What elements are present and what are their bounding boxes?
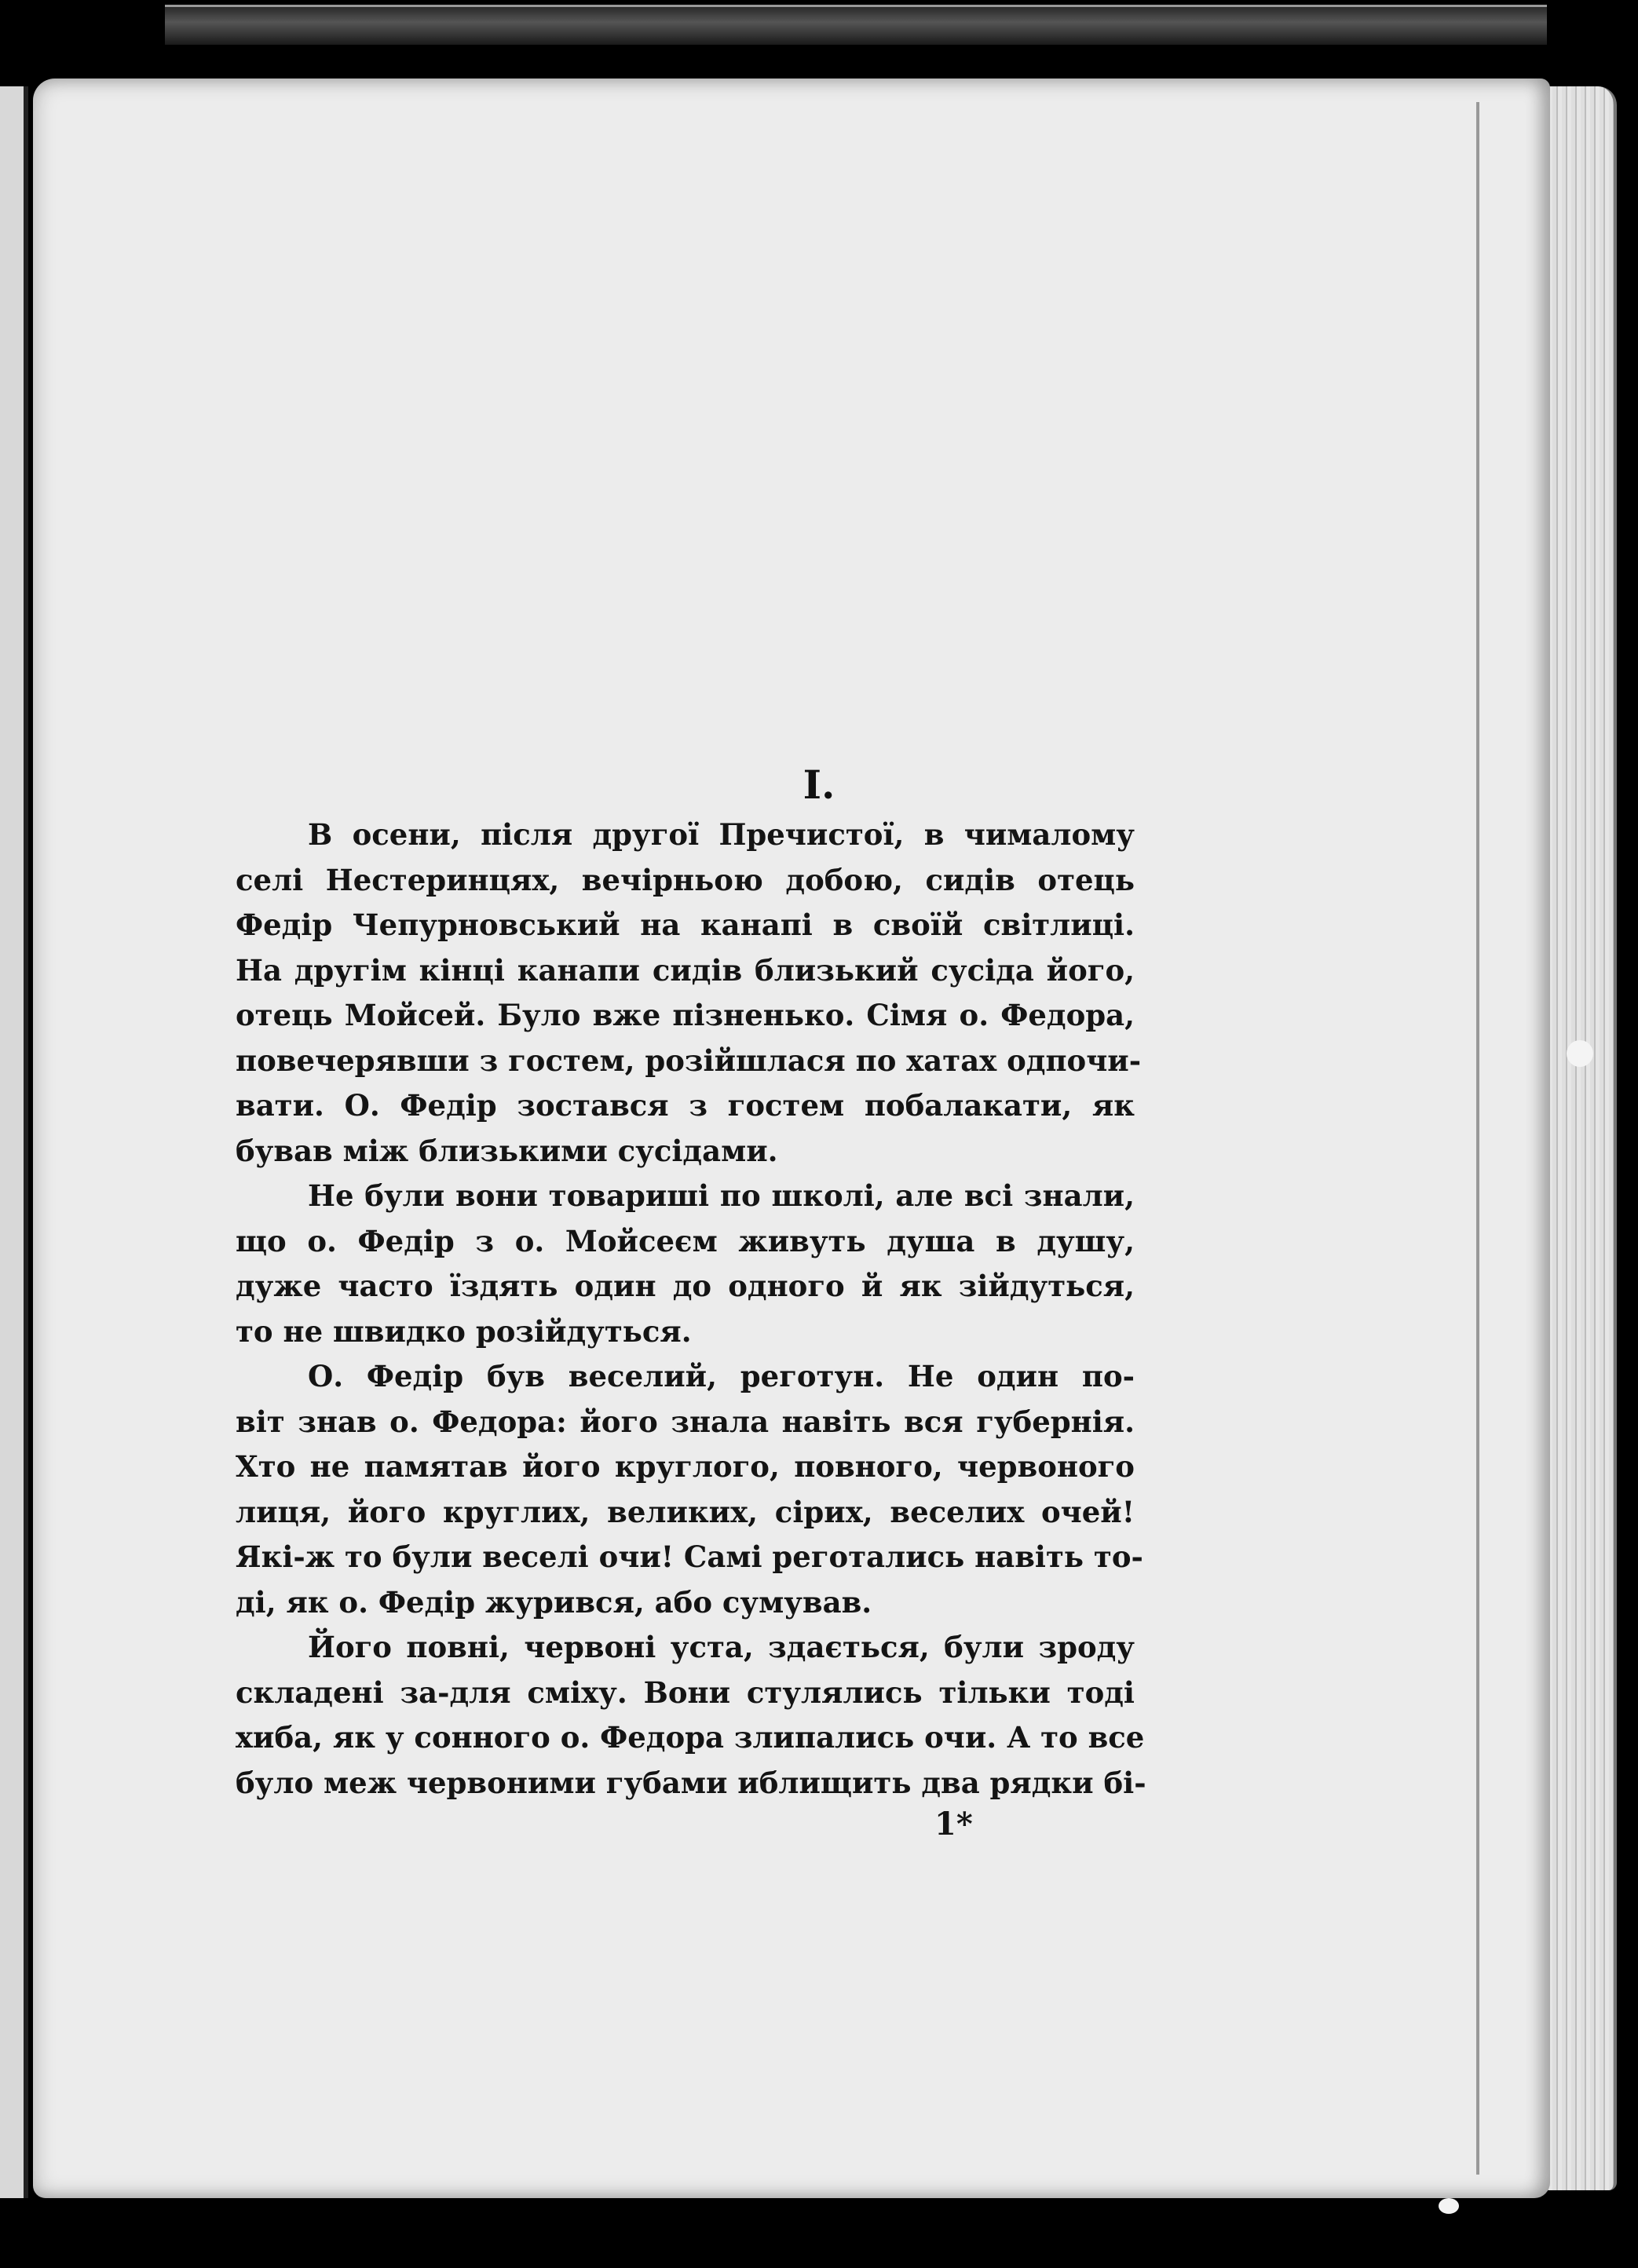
text-line: вати. О. Федір зостався з гостем побалакати, як bbox=[236, 1088, 1135, 1123]
text-line: Його повні, червоні уста, здається, були зроду bbox=[308, 1630, 1135, 1664]
text-line: Які-ж то були веселі очи! Самі реготались навіть то- bbox=[236, 1539, 1143, 1574]
scan-speck bbox=[1439, 2198, 1459, 2214]
left-page-edge bbox=[0, 86, 28, 2198]
text-line: Федір Чепурновський на канапі в своїй світлиці. bbox=[236, 908, 1135, 942]
chapter-heading: I. bbox=[803, 761, 835, 808]
text-line: отець Мойсей. Було вже пізненько. Сімя о. Федора, bbox=[236, 998, 1135, 1032]
text-line: На другім кінці канапи сидів близький сусіда його, bbox=[236, 952, 1135, 988]
text-line: Не були вони товариші по школі, але всі знали, bbox=[308, 1178, 1135, 1213]
text-line: дуже часто їздять один до одного й як зійдуться, bbox=[236, 1269, 1135, 1303]
scan-speck bbox=[1567, 1040, 1593, 1067]
book-top-edge bbox=[165, 5, 1547, 45]
signature-mark: 1* bbox=[934, 1806, 973, 1843]
page-fold-shadow bbox=[1476, 102, 1479, 2175]
text-line: селі Нестеринцях, вечірньою добою, сидів отець bbox=[236, 862, 1135, 897]
text-line: віт знав о. Федора: його знала навіть вся губернія. bbox=[236, 1404, 1135, 1439]
text-line: В осени, після другої Пречистої, в чималому bbox=[308, 817, 1135, 852]
text-line: ді, як о. Федір журився, або сумував. bbox=[236, 1584, 872, 1620]
text-line: бував між близькими сусідами. bbox=[236, 1133, 778, 1168]
text-line: хиба, як у сонного о. Федора злипались очи. А то все bbox=[236, 1720, 1145, 1755]
text-line: повечерявши з гостем, розійшлася по хатах одпочи- bbox=[236, 1043, 1142, 1078]
text-line: було меж червоними губами иблищить два рядки бі- bbox=[236, 1765, 1146, 1800]
text-line: що о. Федір з о. Мойсеєм живуть душа в душу, bbox=[236, 1223, 1135, 1258]
text-line: лиця, його круглих, великих, сірих, веселих очей! bbox=[236, 1494, 1135, 1529]
page-text bbox=[236, 813, 1146, 1806]
text-line: то не швидко розійдуться. bbox=[236, 1313, 692, 1349]
text-line: Хто не памятав його круглого, повного, червоного bbox=[236, 1449, 1135, 1484]
text-line: О. Федір був веселий, реготун. Не один по- bbox=[308, 1359, 1135, 1393]
text-line: складені за-для сміху. Вони стулялись тільки тоді bbox=[236, 1675, 1135, 1710]
